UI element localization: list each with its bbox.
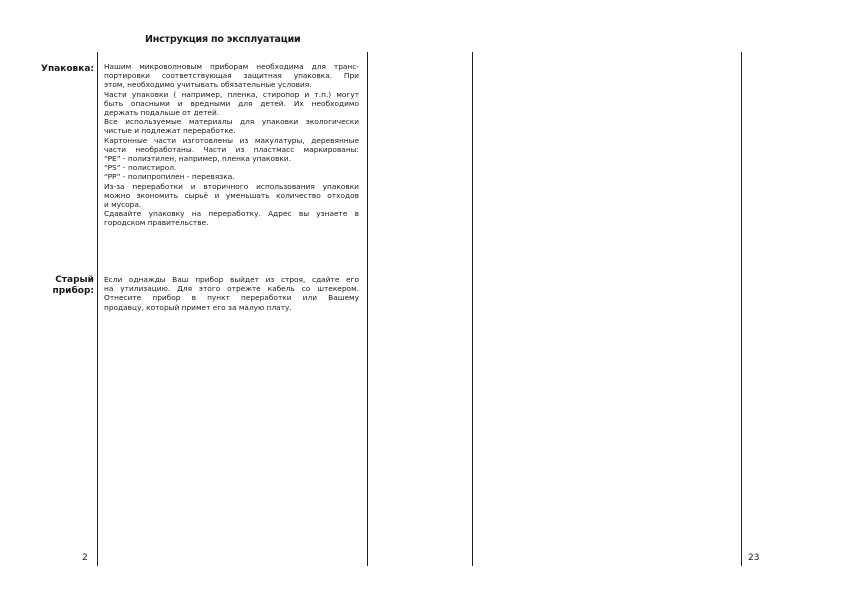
text-line: на утилизацию. Для этого отрежте кабель со штекером. <box>104 284 359 294</box>
text-line: быть опасными и вредными для детей. Их необходимо <box>104 98 359 108</box>
text-line: Все используемые материалы для упаковки экологически <box>104 117 359 127</box>
column-divider-1 <box>97 52 98 566</box>
page-number-left: 2 <box>82 553 88 563</box>
text-line: Если однажды Ваш прибор выйдет из строя, сдайте его <box>104 275 359 284</box>
section-text-old-device <box>104 275 359 312</box>
text-line: “PP” - полипропилен - перевязка. <box>104 172 235 182</box>
text-line: Из-за переработки и вторичного использования упаковки <box>104 181 359 191</box>
column-divider-3 <box>741 52 742 566</box>
text-line: держать подальше от детей. <box>104 108 220 118</box>
text-line: Части упаковки ( например, пленка, стиропор и т.п.) могут <box>104 89 359 99</box>
text-line: этом, необходимо учитывать обязательные условия. <box>104 80 312 90</box>
text-line: чистые и подлежат переработке. <box>104 126 236 136</box>
text-line: Отнесите прибор в пункт переработки или Вашему <box>104 293 359 303</box>
section-label-packaging-text: Упаковка: <box>41 64 94 74</box>
text-line: “PS” - полистирол. <box>104 163 177 173</box>
text-line: можно экономить сырьё и уменьшать количество отходов <box>104 190 359 200</box>
page-title: Инструкция по эксплуатации <box>145 34 301 45</box>
text-line: Нашим микроволновым приборам необходима для транс- <box>104 62 359 71</box>
text-line: и мусора. <box>104 200 142 210</box>
text-line: Картонные части изготовлены из макулатуры, деревянные <box>104 135 359 145</box>
section-label-old-device-line1: Старый <box>55 275 94 285</box>
section-label-old-device <box>53 275 94 297</box>
column-divider-2 <box>367 52 368 566</box>
page-number-right: 23 <box>748 553 760 563</box>
text-line: Сдавайте упаковку на переработку. Адрес вы узнаете в <box>104 209 359 219</box>
section-text-packaging <box>104 62 359 228</box>
section-label-packaging <box>41 64 94 75</box>
text-line: продавцу, который примет его за малую плату. <box>104 302 292 312</box>
text-line: части необработаны. Части из пластмасс маркированы: <box>104 144 359 154</box>
section-label-old-device-line2: прибор: <box>52 286 94 296</box>
text-line: “PE” - полиэтилен, например, пленка упаковки. <box>104 154 291 164</box>
text-line: городском правительстве. <box>104 218 209 228</box>
page-fold-divider <box>472 52 473 566</box>
text-line: портировки соответствующая защитная упаковка. При <box>104 71 359 81</box>
